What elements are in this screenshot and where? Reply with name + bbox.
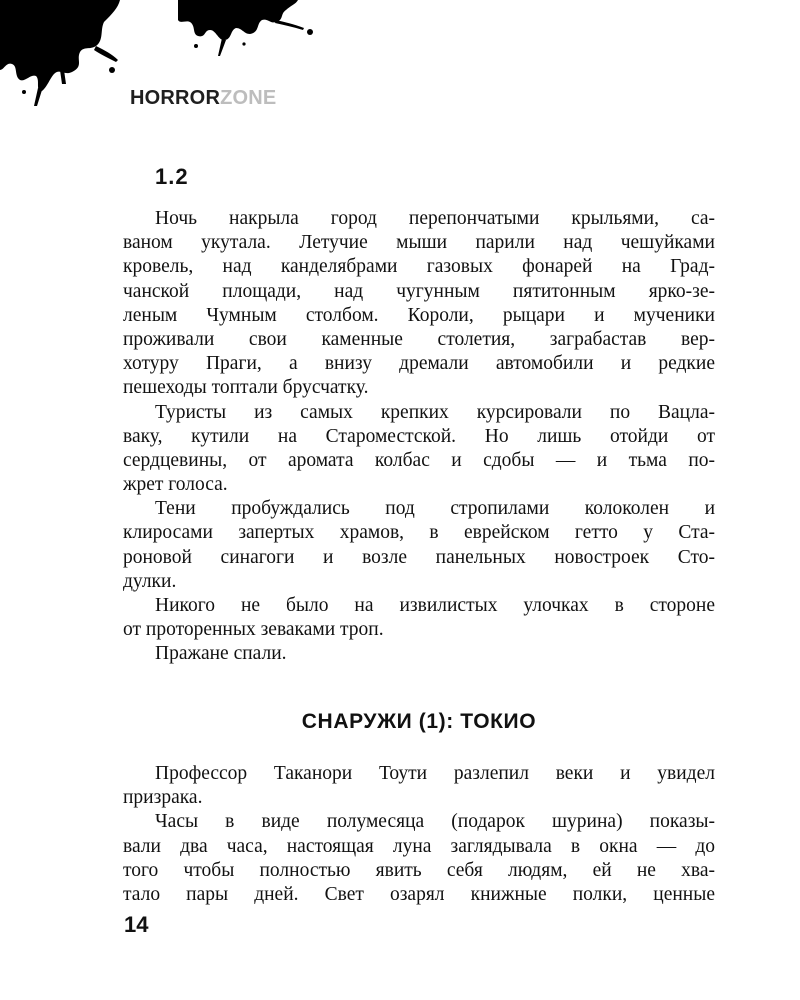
text-line: ваку, кутили на Староместской. Но лишь отойди от — [123, 425, 715, 447]
text-line: клиросами запертых храмов, в еврейском гетто у Ста- — [123, 522, 715, 544]
text-line: Профессор Таканори Тоути разлепил веки и увидел — [155, 763, 715, 784]
page-number: 14 — [124, 912, 149, 937]
text-line: Тени пробуждались под стропилами колоколен и — [155, 498, 715, 520]
text-line: роновой синагоги и возле панельных новостроек Сто- — [123, 546, 715, 568]
text-line: Туристы из самых крепких курсировали по Вацла- — [155, 401, 715, 423]
text-line: того чтобы полностью явить себя людям, ей не хва- — [123, 859, 715, 881]
text-line: дулки. — [123, 570, 177, 592]
text-line: жрет голоса. — [123, 474, 228, 496]
text-line: леным Чумным столбом. Короли, рыцари и мученики — [123, 304, 715, 326]
text-line: вали два часа, настоящая луна заглядывала в окна — до — [123, 835, 715, 857]
text-line: проживали свои каменные столетия, заграбастав вер- — [123, 328, 715, 350]
text-line: тало пары дней. Свет озарял книжные полки, ценные — [123, 883, 715, 905]
series-logo — [130, 86, 276, 110]
text-line: кровель, над канделябрами газовых фонарей на Град- — [123, 256, 715, 278]
text-line: призрака. — [123, 787, 203, 809]
text-line: Никого не было на извилистых улочках в стороне — [155, 595, 715, 616]
text-line: от проторенных зеваками троп. — [123, 619, 384, 641]
section-heading: СНАРУЖИ (1): ТОКИО — [301, 710, 537, 733]
series-logo-part2: ZONE — [220, 87, 277, 109]
text-line: хотуру Праги, а внизу дремали автомобили и редкие — [123, 353, 715, 375]
text-line: сердцевины, от аромата колбас и сдобы — и тьма по- — [123, 449, 715, 471]
chapter-text — [123, 207, 715, 667]
text-line: пешеходы топтали брусчатку. — [123, 377, 369, 399]
text-line: Пражане спали. — [155, 643, 287, 665]
section-text — [123, 762, 715, 907]
chapter-number: 1.2 — [155, 164, 189, 189]
text-line: ваном укутала. Летучие мыши парили над чешуйками — [123, 232, 715, 254]
text-line: Ночь накрыла город перепончатыми крыльями, са- — [155, 208, 715, 229]
text-line: чанской площади, над чугунным пятитонным ярко-зе- — [123, 280, 715, 302]
text-line: Часы в виде полумесяца (подарок шурина) показы- — [155, 811, 715, 833]
series-logo-part1: HORROR — [130, 87, 221, 109]
